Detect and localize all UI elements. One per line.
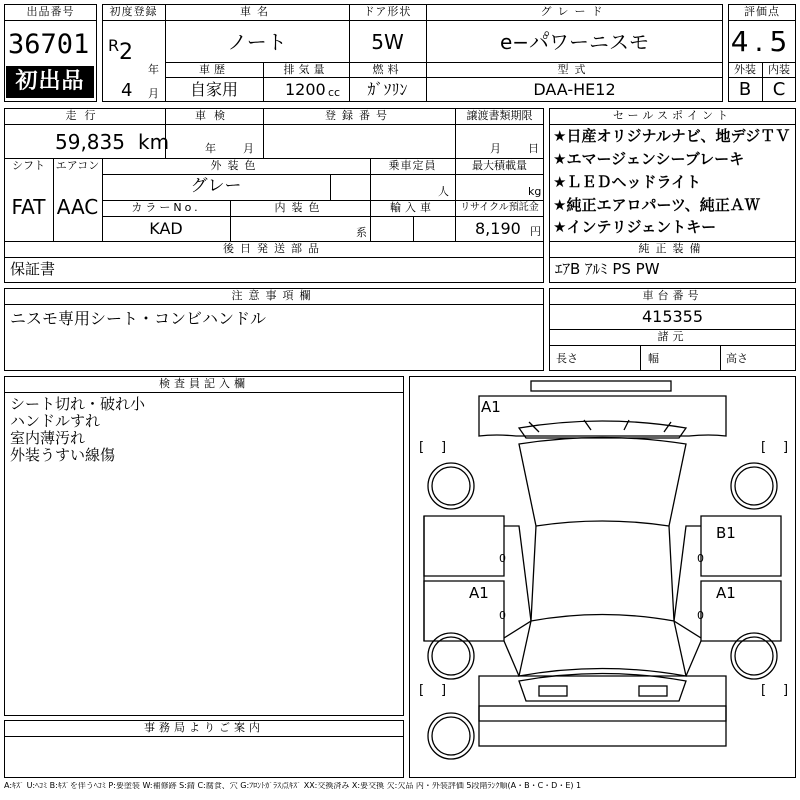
mileage-unit: km [138, 130, 170, 154]
notes-label: 注意事項欄 [231, 289, 317, 302]
dims-label: 諸元 [657, 330, 688, 343]
recycle-label: リサイクル預託金 [460, 202, 539, 213]
inspection-month-unit: 月 [243, 142, 254, 155]
shift-label: シフト [12, 159, 45, 172]
reg-no-label: 登録番号 [325, 109, 393, 122]
inspector-line: シート切れ・破れ小 [10, 395, 146, 413]
later-parts: 保証書 [10, 260, 56, 278]
svg-text:[: [ [419, 440, 425, 455]
inspection-year-unit: 年 [205, 142, 216, 155]
capacity-label: 乗車定員 [388, 159, 437, 172]
damage-mark: A1 [469, 584, 489, 602]
svg-text:0: 0 [499, 552, 506, 565]
inspector-line: 室内薄汚れ [10, 429, 86, 447]
interior-grade: C [772, 79, 786, 100]
grade: e−パ゚ワーニスモ [499, 30, 650, 54]
history-label: 車歴 [199, 63, 229, 76]
ac: AAC [56, 195, 99, 219]
color-no-label: カラーNo. [131, 201, 201, 214]
int-color-label: 内装色 [274, 201, 326, 214]
reg-month: 4 [121, 80, 133, 101]
chassis-number: 415355 [641, 307, 704, 326]
svg-text:0: 0 [499, 609, 506, 622]
recycle-amount: 8,190 [475, 219, 521, 238]
lot-number-label: 出品番号 [26, 5, 75, 18]
svg-text:[: [ [761, 440, 767, 455]
fuel: ｶﾞｿﾘﾝ [367, 80, 408, 99]
inspector-line: ハンドルすれ [10, 412, 101, 430]
sales-points-label: セールスポイント [612, 109, 732, 122]
exterior-color: グレー [190, 176, 242, 196]
reg-month-unit: 月 [148, 87, 159, 100]
sales-point: ★日産オリジナルナビ、地デジＴＶ [553, 127, 791, 145]
sales-point: ★エマージェンシーブレーキ [553, 150, 745, 168]
inspection-label: 車検 [195, 109, 233, 122]
damage-mark: B1 [716, 524, 736, 542]
office-label: 事務局よりご案内 [144, 721, 264, 734]
first-listing-badge: 初出品 [6, 66, 94, 98]
svg-text:]: ] [783, 683, 789, 698]
reg-year: 2 [119, 40, 133, 65]
chassis-label: 車台番号 [642, 289, 703, 302]
transfer-day-unit: 日 [528, 142, 539, 155]
exterior-grade: B [738, 79, 752, 100]
transfer-month-unit: 月 [490, 142, 501, 155]
length-label: 長さ [556, 352, 578, 365]
svg-text:]: ] [441, 440, 447, 455]
mileage: 59,835 [55, 130, 125, 154]
transfer-label: 譲渡書類期限 [466, 109, 533, 122]
svg-text:]: ] [783, 440, 789, 455]
color-no: KAD [149, 219, 183, 238]
exterior-label: 外装 [734, 63, 756, 76]
damage-mark: A1 [716, 584, 736, 602]
equipment-label: 純正装備 [638, 242, 707, 255]
sales-point: ★インテリジェントキー [553, 218, 717, 236]
load-label: 最大積載量 [472, 159, 527, 172]
score-label: 評価点 [744, 5, 780, 18]
car-name: ノート [227, 30, 287, 54]
reg-year-unit: 年 [148, 63, 159, 76]
displacement-unit: cc [328, 86, 341, 99]
ac-label: エアコン [55, 159, 100, 172]
inspector-line: 外装うすい線傷 [10, 446, 116, 464]
score: 4.5 [730, 25, 794, 58]
height-label: 高さ [726, 352, 748, 365]
interior-label: 内装 [768, 63, 790, 76]
mileage-label: 走行 [65, 109, 104, 122]
equipment: ｴｱB ｱﾙﾐ PS PW [555, 260, 660, 278]
svg-text:[: [ [761, 683, 767, 698]
damage-mark: A1 [481, 398, 501, 416]
lot-number: 36701 [8, 29, 90, 60]
fuel-label: 燃料 [372, 63, 403, 76]
grade-label: グレード [540, 5, 609, 18]
legend: A:ｷｽﾞ U:ﾍｺﾐ B:ｷｽﾞを伴うﾍｺﾐ P:要塗装 W:補修跡 S:錆 C:腐食、穴 G:ﾌﾛﾝﾄｶﾞﾗｽ点ｷｽﾞ XX:交換済み X:要交換 欠:欠品 内・外装評価 5段階ﾗﾝｸ順(A・B・C・D・E) 1 [4, 782, 582, 790]
first-reg-label: 初度登録 [109, 5, 158, 18]
svg-text:0: 0 [697, 609, 704, 622]
displacement: 1200 [285, 80, 326, 99]
shift: FAT [11, 195, 46, 219]
color-label: 外装色 [210, 159, 262, 172]
sales-point: ★ＬＥＤヘッドライト [553, 173, 701, 191]
import-label: 輸入車 [390, 201, 435, 214]
model: DAA-HE12 [533, 80, 616, 99]
model-label: 型式 [557, 63, 592, 76]
int-color-unit: 系 [356, 226, 367, 239]
sales-point: ★純正エアロパーツ、純正ＡＷ [553, 196, 760, 214]
svg-text:]: ] [441, 683, 447, 698]
capacity-unit: 人 [438, 185, 449, 198]
svg-text:[: [ [419, 683, 425, 698]
car-name-label: 車名 [240, 5, 274, 18]
car-outline-diagram [409, 376, 796, 778]
svg-text:0: 0 [697, 552, 704, 565]
later-parts-label: 後日発送部品 [223, 242, 325, 255]
history: 自家用 [189, 80, 238, 99]
era: R [108, 36, 120, 55]
width-label: 幅 [648, 352, 659, 365]
load-unit: kg [528, 185, 542, 198]
door-label: ドア形状 [363, 5, 412, 18]
door-type: 5W [371, 30, 404, 54]
recycle-unit: 円 [530, 225, 541, 238]
displacement-label: 排気量 [283, 63, 329, 76]
notes-text: ニスモ専用シート・コンビハンドル [10, 309, 267, 328]
inspector-label: 検査員記入欄 [159, 377, 249, 390]
